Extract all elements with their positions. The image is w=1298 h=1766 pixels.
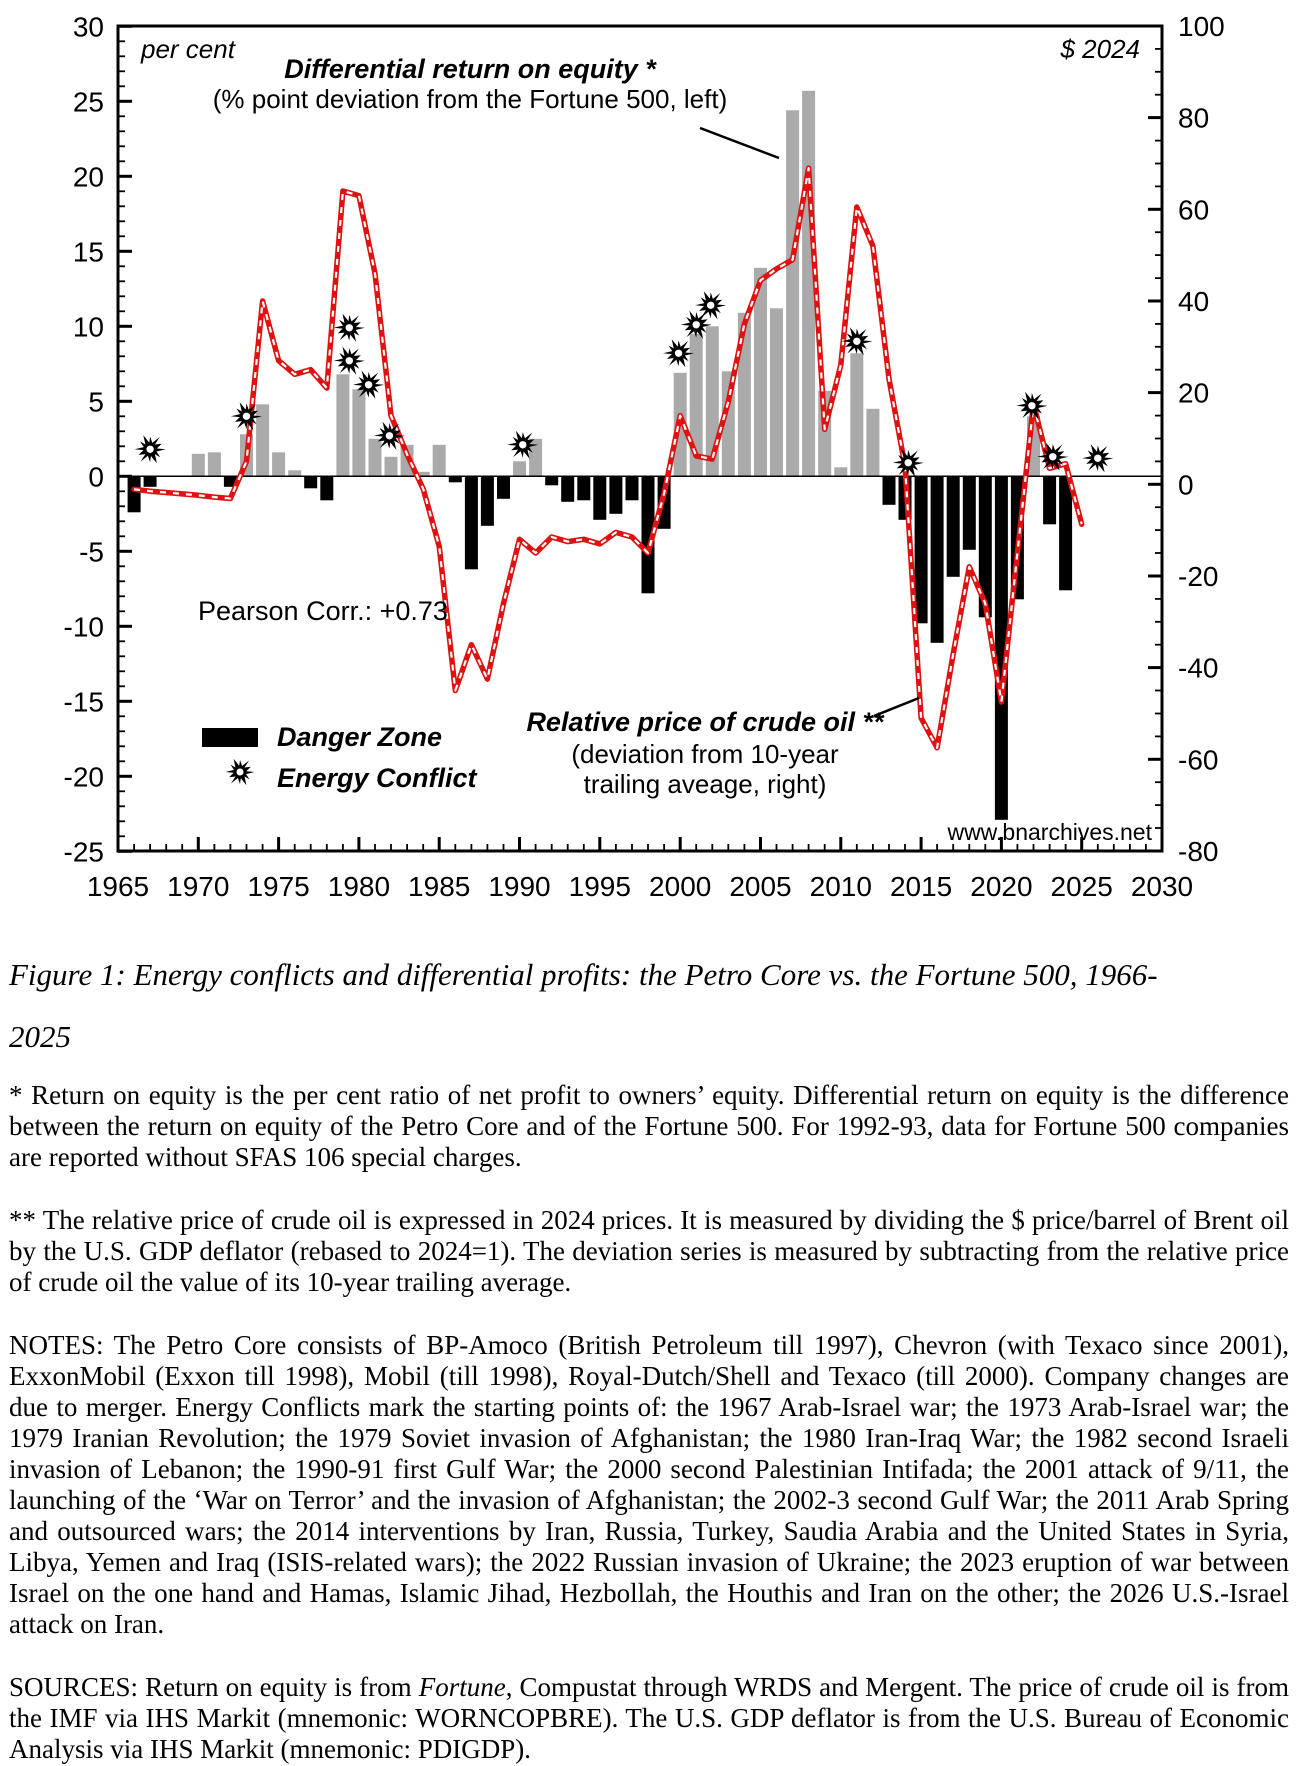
legend-star-icon	[225, 759, 254, 785]
right-axis-unit-label: $ 2024	[1060, 34, 1140, 64]
bar-1992	[545, 476, 558, 485]
tick-label: 2015	[889, 871, 953, 902]
danger-zone-legend-swatch	[202, 728, 258, 747]
tick-label: -5	[79, 536, 104, 568]
tick-label: -80	[1178, 836, 1219, 867]
tick-label: 40	[1178, 286, 1210, 317]
bar-1978	[320, 476, 333, 500]
bar-2010	[834, 467, 847, 476]
pearson-correlation-label: Pearson Corr.: +0.73	[198, 596, 448, 626]
tick-label: 1980	[327, 871, 391, 902]
conflict-star-icon	[663, 339, 694, 367]
bar-1971	[208, 452, 221, 476]
oil-series-subtitle1: (deviation from 10-year	[571, 739, 839, 769]
sources-text-prefix: SOURCES: Return on equity is from	[9, 1672, 419, 1702]
tick-label: 2000	[649, 871, 712, 902]
tick-label: 1970	[167, 871, 230, 902]
tick-label: 20	[72, 161, 104, 193]
tick-label: 20	[1178, 377, 1210, 409]
bar-1982	[385, 457, 398, 477]
tick-label: -60	[1178, 744, 1219, 776]
tick-label: 1990	[488, 871, 551, 902]
bar-2018	[963, 476, 976, 550]
bar-2007	[786, 110, 799, 476]
bar-1988	[481, 476, 494, 526]
roe-series-subtitle: (% point deviation from the Fortune 500, left)	[212, 84, 728, 114]
tick-label: 15	[72, 236, 104, 268]
conflict-star-icon	[135, 435, 166, 463]
tick-label: 1995	[568, 871, 631, 902]
bar-1967	[144, 476, 157, 487]
tick-label: 1985	[408, 871, 471, 902]
bar-2006	[770, 308, 783, 476]
bar-1977	[304, 476, 317, 488]
bar-1976	[288, 470, 301, 476]
oil-series-subtitle2: trailing aveage, right)	[583, 769, 827, 799]
figure-caption-line2: 2025	[9, 1019, 71, 1054]
watermark: www.bnarchives.net	[947, 819, 1152, 845]
figure-caption-line1: Figure 1: Energy conflicts and differential profits: the Petro Core vs. the Fortune 500, 1966-	[9, 957, 1158, 992]
tick-label: 1965	[86, 871, 150, 902]
bar-1990	[513, 461, 526, 476]
sources-text-rest: , Compustat through WRDS and Mergent. The price of crude oil is from the IMF via IHS Markit (mnemonic: WORNCOPBRE). The U.S. GDP deflator is from the U.S. Bureau of Economic Analysis via IHS Markit (mnemonic: PDIGDP).	[9, 1672, 1289, 1764]
tick-label: 2010	[809, 871, 872, 902]
bar-2012	[866, 409, 879, 477]
tick-label: 2025	[1050, 871, 1113, 902]
tick-label: 80	[1178, 102, 1210, 134]
bar-1989	[497, 476, 510, 499]
tick-label: 30	[72, 11, 104, 43]
conflict-star-icon	[1016, 392, 1047, 420]
sources-fortune-italic: Fortune	[418, 1672, 506, 1702]
bar-1997	[626, 476, 639, 500]
conflict-star-icon	[695, 291, 726, 319]
bar-1966	[128, 476, 141, 512]
conflict-star-icon	[334, 347, 365, 375]
bar-2011	[850, 353, 863, 476]
tick-label: 10	[72, 311, 104, 343]
bar-2015	[915, 476, 928, 623]
tick-label: 100	[1178, 11, 1225, 42]
roe-series-title: Differential return on equity *	[284, 54, 656, 84]
tick-label: -20	[1178, 561, 1219, 592]
bar-2017	[947, 476, 960, 577]
sources-paragraph	[9, 1672, 1289, 1765]
tick-label: -10	[63, 611, 104, 643]
tick-label: -20	[63, 761, 104, 793]
bar-1985	[433, 445, 446, 477]
footnote-crude-oil-price: ** The relative price of crude oil is expressed in 2024 prices. It is measured by dividing the $ price/barrel of Brent oil by the U.S. GDP deflator (rebased to 2024=1). The deviation series is measured by subtracting from the relative price of crude oil the value of its 10-year trailing average.	[9, 1205, 1289, 1297]
bar-2016	[931, 476, 944, 643]
danger-zone-legend-label: Danger Zone	[277, 722, 443, 752]
footnote-return-on-equity: * Return on equity is the per cent ratio of net profit to owners’ equity. Differential return on equity is the difference between the return on equity of the Petro Core and of the Fortune 500. For 1992-93, data for Fortune 500 companies are reported without SFAS 106 special charges.	[9, 1080, 1289, 1172]
tick-label: 5	[88, 386, 104, 418]
tick-label: 1975	[247, 871, 310, 902]
conflict-star-icon	[334, 314, 365, 342]
bar-1986	[449, 476, 462, 482]
bar-1970	[192, 454, 205, 477]
tick-label: -25	[63, 836, 104, 868]
energy-conflict-legend-label: Energy Conflict	[277, 763, 477, 793]
tick-label: 0	[88, 461, 104, 493]
bar-2013	[883, 476, 896, 505]
bar-1987	[465, 476, 478, 569]
bar-1981	[369, 439, 382, 477]
bar-2023	[1043, 476, 1056, 524]
conflict-star-icon	[1082, 444, 1113, 472]
tick-label: 25	[72, 86, 104, 118]
bar-1993	[561, 476, 574, 502]
bar-1974	[256, 404, 269, 476]
bar-1980	[352, 389, 365, 476]
bar-1994	[577, 476, 590, 500]
tick-label: 60	[1178, 194, 1210, 226]
tick-label: 2005	[729, 871, 792, 902]
oil-series-title: Relative price of crude oil **	[526, 707, 884, 737]
bar-1975	[272, 452, 285, 476]
tick-label: 0	[1178, 469, 1194, 501]
conflict-star-icon	[893, 449, 924, 477]
tick-label: -15	[63, 686, 104, 718]
bar-1996	[609, 476, 622, 514]
tick-label: 2020	[970, 871, 1033, 902]
tick-label: -40	[1178, 652, 1219, 684]
tick-label: 2030	[1130, 871, 1194, 902]
roe-annotation-leader-line	[700, 128, 779, 158]
notes-paragraph: NOTES: The Petro Core consists of BP-Amoco (British Petroleum till 1997), Chevron (with Texaco since 2001), ExxonMobil (Exxon till 1998), Mobil (till 1998), Royal-Dutch/Shell and Texaco (till 2000). Company changes are due to merger. Energy Conflicts mark the starting points of: the 1967 Arab-Israel war; the 1973 Arab-Israel war; the 1979 Iranian Revolution; the 1979 Soviet invasion of Afghanistan; the 1980 Iran-Iraq War; the 1982 second Israeli invasion of Lebanon; the 1990-91 first Gulf War; the 2000 second Palestinian Intifada; the 2001 attack of 9/11, the launching of the ‘War on Terror’ and the invasion of Afghanistan; the 2002-3 second Gulf War; the 2011 Arab Spring and outsourced wars; the 2014 interventions by Iran, Russia, Turkey, Saudia Arabia and the United States in Syria, Libya, Yemen and Iraq (ISIS-related wars); the 2022 Russian invasion of Ukraine; the 2023 eruption of war between Israel on the one hand and Hamas, Islamic Jihad, Hezbollah, the Houthis and Iran on the other; the 2026 U.S.-Israel attack on Iran.	[9, 1330, 1289, 1639]
bar-2024	[1059, 476, 1072, 590]
bar-1995	[593, 476, 606, 520]
bar-1979	[336, 374, 349, 476]
left-axis-unit-label: per cent	[141, 34, 235, 64]
figure-caption	[9, 944, 1289, 1068]
